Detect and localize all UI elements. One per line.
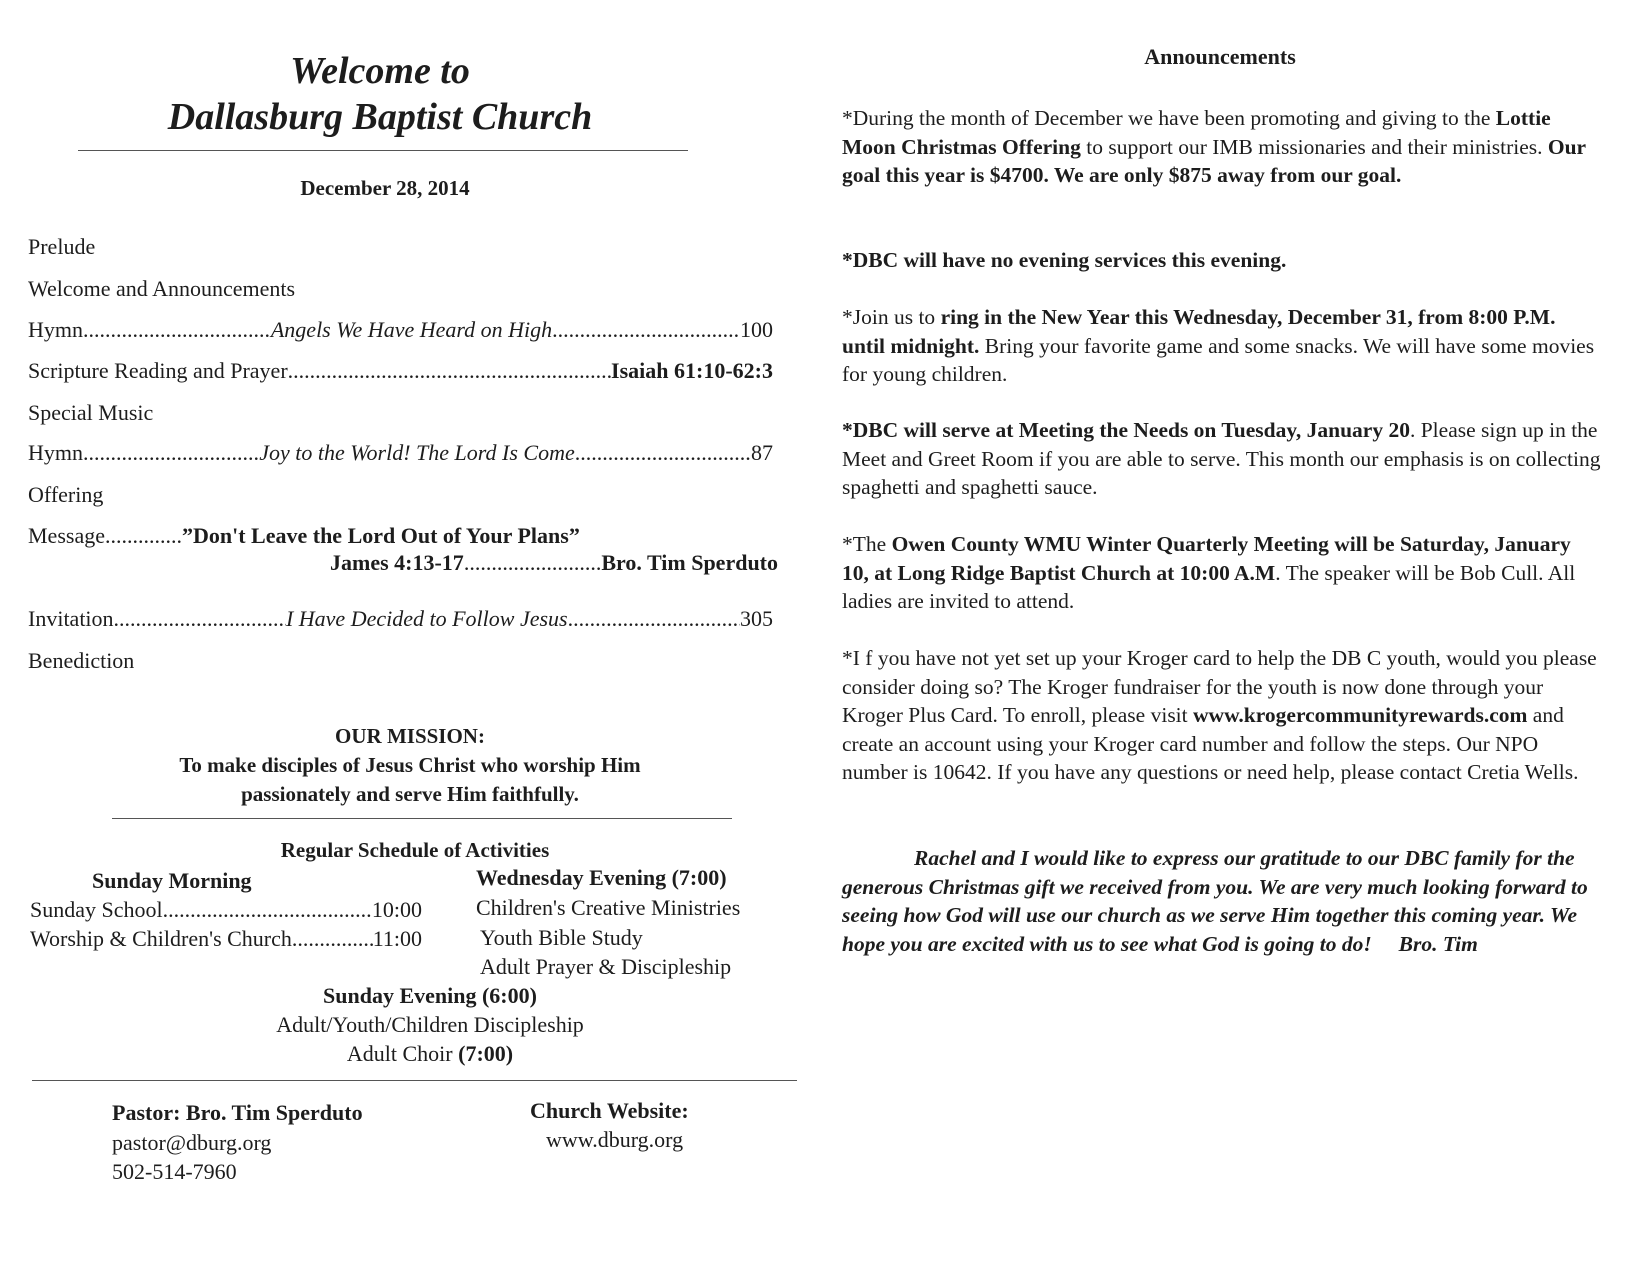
- order-invitation: [28, 606, 773, 632]
- choir-time: (7:00): [458, 1041, 514, 1066]
- mission-statement: [100, 722, 720, 809]
- order-offering: Offering: [28, 482, 104, 507]
- leader-dots: ..............: [104, 523, 182, 548]
- order-message: [28, 523, 773, 549]
- pastor-phone: 502-514-7960: [112, 1159, 237, 1184]
- leader-dots: [575, 440, 751, 466]
- leader-dots: [464, 550, 602, 576]
- leader-dots: [292, 926, 373, 952]
- service-date: December 28, 2014: [300, 176, 470, 200]
- leader-dots: [568, 606, 740, 632]
- order-hymn-2: [28, 440, 773, 466]
- text: *The: [842, 532, 892, 556]
- pastor-email: pastor@dburg.org: [112, 1130, 272, 1155]
- message-detail: [330, 550, 778, 576]
- hymn-1-title: Angels We Have Heard on High: [270, 317, 553, 342]
- text: . The speaker will be Bob Cull. All ladies are invited to attend.: [842, 560, 1576, 613]
- leader-dots: [288, 358, 611, 384]
- order-scripture: [28, 358, 773, 384]
- hymn-2-number: 87: [751, 440, 773, 465]
- sunday-evening-item: [200, 1041, 660, 1067]
- wednesday-item: Adult Prayer & Discipleship: [480, 954, 732, 979]
- thanks-text: Rachel and I would like to express our gratitude to our DBC family for the generous Christmas gift we received from you. We are very much looking forward to seeing how God will use our church as we serve Him together this coming year. We hope you are excited with us to see what God is going to do!: [842, 846, 1588, 956]
- sunday-evening-item: Adult/Youth/Children Discipleship: [276, 1012, 584, 1037]
- invitation-label: Invitation: [28, 606, 114, 631]
- emphasis: *DBC will have no evening services this evening.: [842, 248, 1287, 272]
- announcement-wmu-meeting: [842, 530, 1602, 616]
- schedule-item: [30, 897, 422, 923]
- schedule-item-time: 10:00: [371, 897, 422, 922]
- schedule-item-time: 11:00: [372, 926, 422, 951]
- hymn-2-title: Joy to the World! The Lord Is Come: [259, 440, 575, 465]
- leader-dots: [163, 897, 372, 923]
- leader-dots: [114, 606, 286, 632]
- pastor-name: Pastor: Bro. Tim Sperduto: [112, 1100, 363, 1125]
- text: and create an account using your Kroger card number and follow the steps. Our NPO number is 10642. If you have any questions or need help, please contact Cretia Wells.: [842, 703, 1579, 784]
- signoff: Bro. Tim: [1398, 931, 1478, 956]
- leader-dots: [83, 440, 259, 466]
- mission-line-2: passionately and serve Him faithfully.: [241, 782, 579, 806]
- emphasis: *DBC will serve at Meeting the Needs on Tuesday, January 20: [842, 418, 1410, 442]
- invitation-number: 305: [740, 606, 773, 631]
- schedule-title: Regular Schedule of Activities: [280, 838, 550, 862]
- wednesday-item: Youth Bible Study: [480, 925, 643, 950]
- choir-label: Adult Choir: [346, 1041, 459, 1066]
- message-scripture: James 4:13-17: [330, 550, 464, 575]
- message-speaker: Bro. Tim Sperduto: [601, 550, 778, 575]
- emphasis: Owen County WMU Winter Quarterly Meeting will be Saturday, January 10, at Long Ridge Baptist Church at 10:00 A.M: [842, 532, 1571, 585]
- hymn-1-label: Hymn: [28, 317, 83, 342]
- pastor-thank-you-note: [842, 844, 1602, 958]
- sunday-evening-heading: Sunday Evening (6:00): [323, 983, 537, 1008]
- website-label: Church Website:: [530, 1098, 689, 1123]
- announcement-kroger: [842, 644, 1602, 787]
- emphasis: Our goal this year is $4700. We are only $875 away from our goal.: [842, 134, 1586, 187]
- church-website: www.dburg.org: [546, 1127, 684, 1152]
- emphasis: Lottie Moon Christmas Offering: [842, 106, 1551, 159]
- schedule-item-name: Sunday School: [30, 897, 163, 922]
- sunday-morning-heading: Sunday Morning: [92, 868, 252, 893]
- announcement-lottie-moon: [842, 104, 1602, 190]
- announcements-title: Announcements: [1144, 44, 1296, 69]
- text: . Please sign up in the Meet and Greet Room if you are able to serve. This month our emphasis is on collecting spaghetti and spaghetti sauce.: [842, 418, 1601, 499]
- wednesday-item: Children's Creative Ministries: [476, 895, 741, 920]
- title-divider: [78, 150, 688, 151]
- text: *During the month of December we have been promoting and giving to the: [842, 106, 1496, 130]
- hymn-2-label: Hymn: [28, 440, 83, 465]
- order-benediction: Benediction: [28, 648, 135, 673]
- announcements-panel: [830, 0, 1610, 1275]
- bulletin-title: [160, 48, 600, 140]
- mission-divider: [112, 818, 732, 819]
- title-line-2: Dallasburg Baptist Church: [167, 96, 593, 138]
- invitation-title: I Have Decided to Follow Jesus: [285, 606, 568, 631]
- schedule-item-name: Worship & Children's Church: [30, 926, 292, 951]
- announcement-no-evening-services: [842, 246, 1602, 275]
- text: Bring your favorite game and some snacks. We will have some movies for young children.: [842, 333, 1595, 386]
- message-label: Message: [28, 523, 105, 548]
- leader-dots: [83, 317, 271, 343]
- schedule-divider: [32, 1080, 797, 1081]
- text: *Join us to: [842, 305, 941, 329]
- order-hymn-1: [28, 317, 773, 343]
- hymn-1-number: 100: [739, 317, 773, 342]
- scripture-reference: Isaiah 61:10-62:3: [611, 358, 773, 383]
- title-line-1: Welcome to: [290, 50, 470, 92]
- order-special-music: Special Music: [28, 400, 154, 425]
- order-welcome: Welcome and Announcements: [28, 276, 296, 301]
- emphasis: ring in the New Year this Wednesday, December 31, from 8:00 P.M. until midnight.: [842, 305, 1556, 358]
- emphasis: www.krogercommunityrewards.com: [1193, 703, 1528, 727]
- announcement-new-year: [842, 303, 1602, 389]
- announcement-meeting-needs: [842, 416, 1602, 502]
- schedule-item: [30, 926, 422, 952]
- order-prelude: Prelude: [28, 234, 96, 259]
- mission-heading: OUR MISSION:: [335, 724, 485, 748]
- message-title: ”Don't Leave the Lord Out of Your Plans”: [181, 523, 580, 548]
- scripture-label: Scripture Reading and Prayer: [28, 358, 288, 383]
- mission-line-1: To make disciples of Jesus Christ who worship Him: [179, 753, 641, 777]
- text: *I f you have not yet set up your Kroger card to help the DB C youth, would you please consider doing so? The Kroger fundraiser for the youth is now done through your Kroger Plus Card. To enroll, please visit: [842, 646, 1597, 727]
- leader-dots: [552, 317, 740, 343]
- text: to support our IMB missionaries and their ministries.: [1080, 134, 1548, 159]
- wednesday-evening-heading: Wednesday Evening (7:00): [476, 865, 727, 890]
- bulletin-front: [0, 0, 810, 1275]
